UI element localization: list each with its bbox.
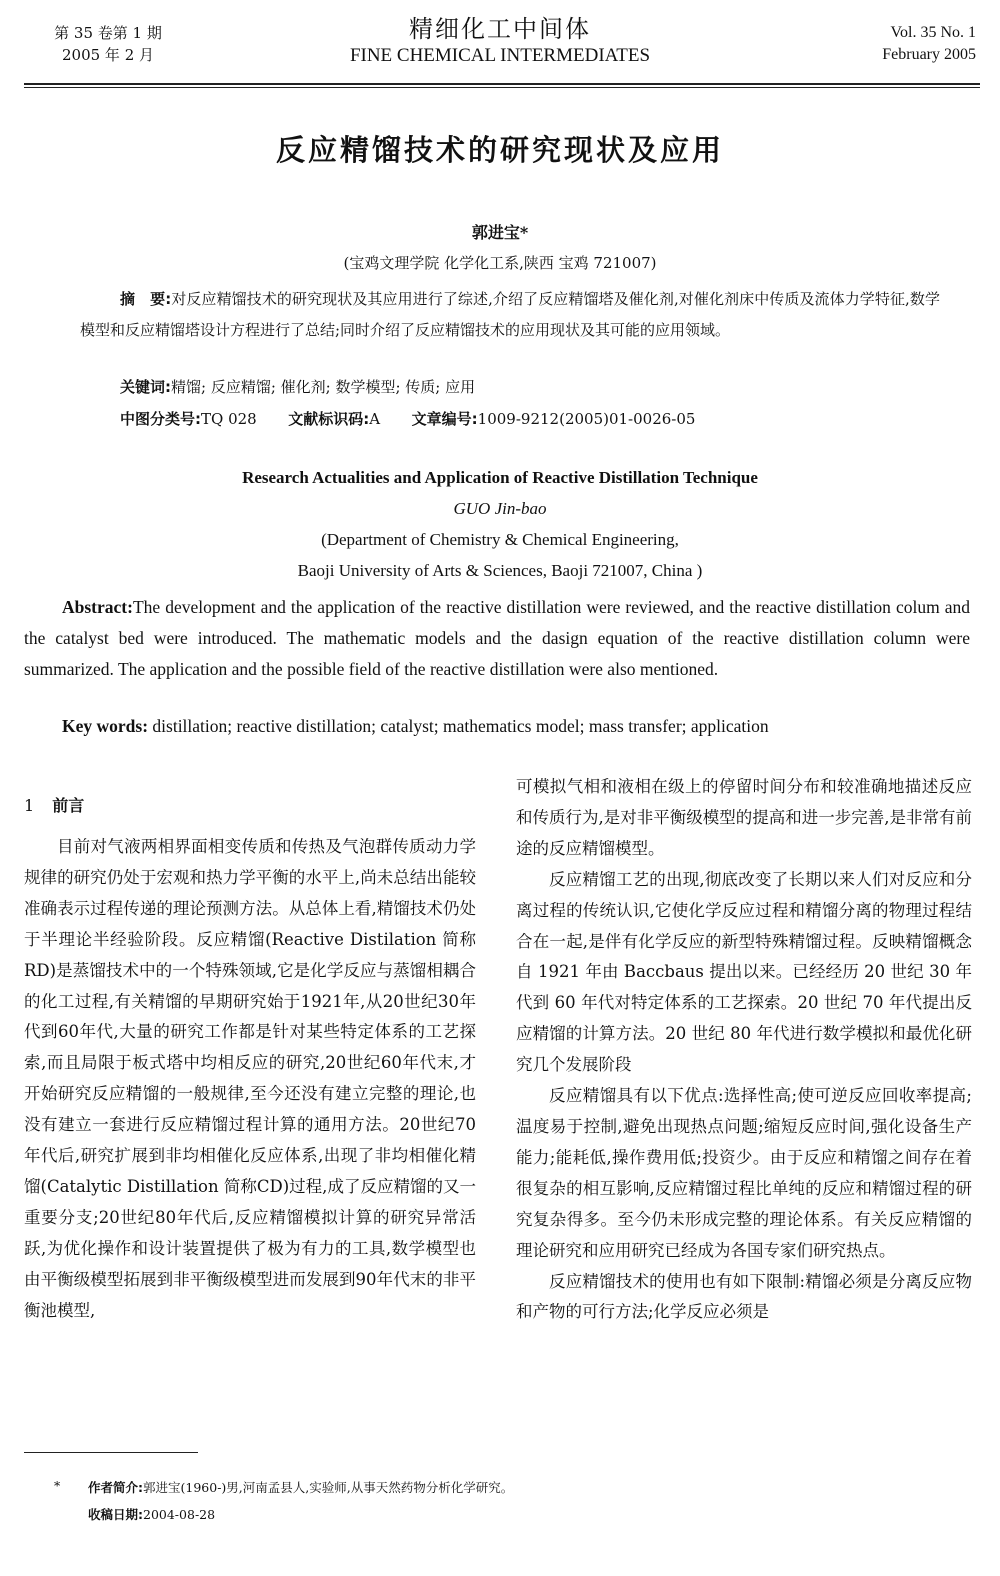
doc-code-label: 文献标识码: (288, 410, 370, 428)
header-rule-thin (24, 87, 980, 88)
article-title-cn: 反应精馏技术的研究现状及应用 (275, 133, 724, 167)
header-date-en: February 2005 (882, 46, 976, 63)
journal-name-cn: 精细化工中间体 (409, 15, 591, 43)
doc-code-value: A (369, 410, 381, 428)
affiliation-cn: (宝鸡文理学院 化学化工系,陕西 宝鸡 721007) (343, 254, 657, 272)
body-column-right (516, 772, 972, 1328)
footnote-received-label: 收稿日期: (88, 1507, 143, 1522)
clc-label: 中图分类号: (120, 410, 201, 428)
keywords-cn-text: 精馏; 反应精馏; 催化剂; 数学模型; 传质; 应用 (171, 378, 476, 396)
footnote-author-text: 郭进宝(1960-)男,河南孟县人,实验师,从事天然药物分析化学研究。 (143, 1480, 514, 1495)
header-volume-issue: 第 35 卷第 1 期 (54, 24, 162, 42)
article-title-en: Research Actualities and Application of Reactive Distillation Technique (242, 468, 758, 487)
author-en: GUO Jin-bao (453, 499, 547, 518)
abstract-cn-paragraph (80, 284, 940, 346)
keywords-en (62, 716, 982, 737)
section-heading (24, 793, 84, 816)
abstract-cn-label: 摘 要: (120, 290, 172, 308)
footnote-rule (24, 1452, 198, 1453)
section-number: 1 (24, 796, 35, 815)
body-paragraph: 反应精馏技术的使用也有如下限制:精馏必须是分离反应物和产物的可行方法;化学反应必须是 (516, 1271, 972, 1322)
body-column-left (24, 832, 476, 1327)
keywords-cn-label: 关键词: (120, 378, 171, 396)
header-volume-en (830, 22, 976, 66)
classification-line (120, 408, 695, 429)
footnote-received (56, 1505, 215, 1523)
body-paragraph: 可模拟气相和液相在级上的停留时间分布和较准确地描述反应和传质行为,是对非平衡级模型的提高和进一步完善,是非常有前途的反应精馏模型。 (516, 777, 972, 858)
abstract-en-text: The development and the application of the reactive distillation were reviewed, and the reactive distillation colum and the catalyst bed were introduced. The mathematic models and the dasign equation of the reactive distillation column were summarized. The application and the possible field of the reactive distillation were also mentioned. (24, 597, 970, 679)
footnote-author-label: 作者简介: (88, 1480, 143, 1495)
abstract-cn-text: 对反应精馏技术的研究现状及其应用进行了综述,介绍了反应精馏塔及催化剂,对催化剂床中传质及流体力学特征,数学模型和反应精馏塔设计方程进行了总结;同时介绍了反应精馏技术的应用现状及其可能的应用领域。 (80, 290, 940, 339)
keywords-en-label: Key words: (62, 716, 149, 736)
affiliation-en-line-1: (Department of Chemistry & Chemical Engineering, (321, 530, 679, 549)
keywords-cn (120, 376, 475, 397)
body-paragraph: 目前对气液两相界面相变传质和传热及气泡群传质动力学规律的研究仍处于宏观和热力学平衡的水平上,尚未总结出能较准确表示过程传递的理论预测方法。从总体上看,精馏技术仍处于半理论半经验阶段。反应精馏(Reactive Distilation 简称RD)是蒸馏技术中的一个特殊领域,它是化学反应与蒸馏相耦合的化工过程,有关精馏的早期研究始于1921年,从20世纪30年代到60年代,大量的研究工作都是针对某些特定体系的工艺探索,而且局限于板式塔中均相反应的研究,20世纪60年代末,才开始研究反应精馏的一般规律,至今还没有建立完整的理论,也没有建立一套进行反应精馏过程计算的通用方法。20世纪70年代后,研究扩展到非均相催化反应体系,出现了非均相催化精馏(Catalytic Distillation 简称CD)过程,成了反应精馏的又一重要分支;20世纪80年代后,反应精馏模拟计算的研究异常活跃,为优化操作和设计装置提供了极为有力的工具,数学模型也由平衡级模型拓展到非平衡级模型进而发展到90年代末的非平衡池模型, (24, 837, 476, 1320)
abstract-cn (80, 284, 940, 346)
header-volume-cn (38, 22, 178, 66)
article-no-label: 文章编号: (411, 410, 478, 428)
body-paragraph: 反应精馏工艺的出现,彻底改变了长期以来人们对反应和分离过程的传统认识,它使化学反应过程和精馏分离的物理过程结合在一起,是伴有化学反应的新型特殊精馏过程。反映精馏概念自 1921 年由 Baccbaus 提出以来。已经经历 20 世纪 30 年代到 60 年代对特定体系的工艺探索。20 世纪 70 年代提出反应精馏的计算方法。20 世纪 80 年代进行数学模拟和最优化研究几个发展阶段 (516, 869, 972, 1075)
clc-value: TQ 028 (201, 410, 257, 428)
footnote-received-text: 2004-08-28 (143, 1507, 216, 1522)
header-rule (24, 83, 980, 85)
body-paragraph: 反应精馏具有以下优点:选择性高;使可逆反应回收率提高;温度易于控制,避免出现热点问题;缩短反应时间,强化设备生产能力;能耗低,操作费用低;投资少。由于反应和精馏之间存在着很复杂的相互影响,反应精馏过程比单纯的反应和精馏过程的研究复杂得多。至今仍未形成完整的理论体系。有关反应精馏的理论研究和应用研究已经成为各国专家们研究热点。 (516, 1086, 972, 1260)
footnote-author (56, 1478, 513, 1496)
section-title: 前言 (52, 796, 85, 815)
keywords-en-text: distillation; reactive distillation; catalyst; mathematics model; mass transfer; application (152, 716, 769, 736)
abstract-en (24, 592, 970, 685)
abstract-en-label: Abstract: (62, 597, 133, 617)
affiliation-en-line-2: Baoji University of Arts & Sciences, Baoji 721007, China ) (297, 561, 703, 580)
author-cn: 郭进宝* (471, 223, 529, 242)
header-date-cn: 2005 年 2 月 (61, 46, 155, 64)
journal-name (300, 14, 700, 68)
journal-name-en: FINE CHEMICAL INTERMEDIATES (349, 45, 651, 66)
header-volume-issue-en: Vol. 35 No. 1 (890, 24, 976, 41)
article-no-value: 1009-9212(2005)01-0026-05 (477, 410, 696, 428)
footnote-mark: * (54, 1478, 61, 1493)
